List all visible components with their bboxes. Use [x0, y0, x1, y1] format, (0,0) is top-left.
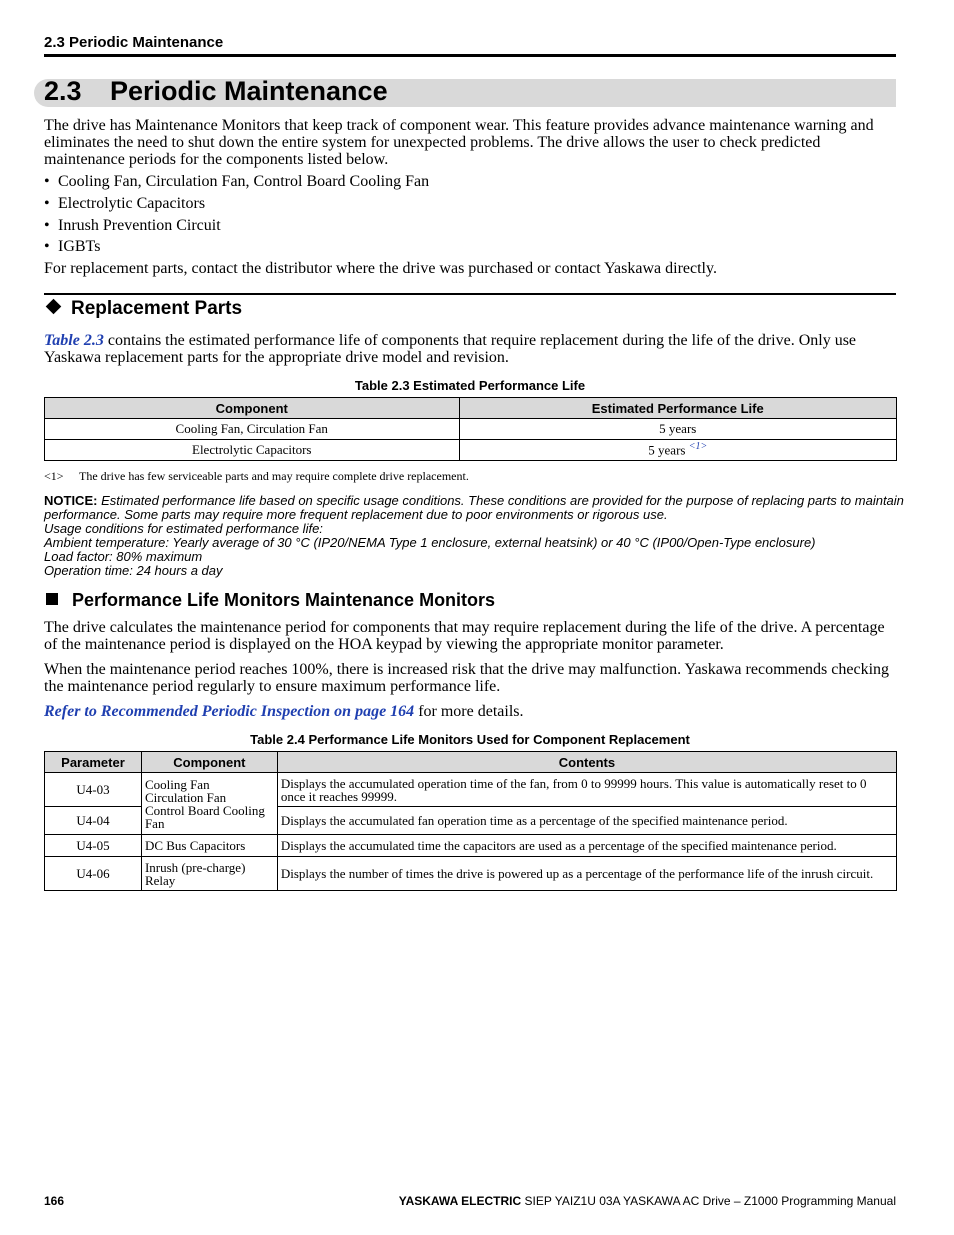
- table-row: [45, 419, 897, 440]
- notice-paragraph: [44, 494, 904, 522]
- notice-text: Estimated performance life based on specific usage conditions. These conditions are provided for the purpose of replacing parts to maintain performance. Some parts may require more frequent replacement due to poor environments or rigorous use.: [44, 493, 904, 522]
- page-number: 166: [44, 1194, 65, 1208]
- section-title: [44, 76, 388, 107]
- table-footnote: [44, 469, 469, 484]
- intro-paragraph: The drive has Maintenance Monitors that keep track of component wear. This feature provides advance maintenance warning and eliminates the need to shut down the entire system for unexpected problems. The drive allows the user to check predicted maintenance periods for the components listed below.: [44, 117, 874, 168]
- bullet-item: [44, 195, 205, 213]
- footer-brand: YASKAWA ELECTRIC: [398, 1194, 522, 1208]
- table-cell: Cooling Fan, Circulation Fan: [45, 419, 460, 440]
- monitors-paragraph-1: The drive calculates the maintenance period for components that may require replacement during the life of the drive. A percentage of the maintenance period is displayed on the HOA keypad by viewing the appropriate monitor parameter.: [44, 619, 885, 653]
- running-head: 2.3 Periodic Maintenance: [44, 34, 224, 51]
- footnote-reference-link[interactable]: <1>: [688, 441, 708, 453]
- replacement-parts-heading-text: Replacement Parts: [71, 298, 243, 319]
- replacement-parts-heading: [44, 298, 242, 320]
- bullet-text: IGBTs: [58, 238, 101, 255]
- notice-label: NOTICE:: [44, 493, 98, 508]
- periodic-inspection-link[interactable]: Refer to Recommended Periodic Inspection on page 164: [44, 703, 415, 720]
- bullet-dot: •: [44, 195, 50, 212]
- param-cell: U4-06: [45, 857, 142, 891]
- column-header: Parameter: [45, 752, 142, 773]
- replacement-note: For replacement parts, contact the distributor where the drive was purchased or contact Yaskawa directly.: [44, 260, 717, 277]
- param-cell: U4-03: [45, 773, 142, 807]
- bullet-item: [44, 238, 100, 256]
- footer-text: [399, 1194, 896, 1208]
- square-bullet-icon: [46, 593, 58, 605]
- reference-paragraph: [44, 703, 900, 720]
- footnote-tag: <1>: [44, 469, 64, 483]
- replacement-parts-paragraph: [44, 332, 900, 366]
- table-cell: [459, 440, 897, 461]
- column-header: Component: [141, 752, 277, 773]
- notice-line: Operation time: 24 hours a day: [44, 563, 223, 578]
- component-cell: [141, 773, 277, 835]
- column-header: Component: [45, 398, 460, 419]
- contents-cell: Displays the accumulated operation time of the fan, from 0 to 99999 hours. This value is automatically reset to 0 once it reaches 99999.: [277, 773, 896, 807]
- component-cell: Inrush (pre-charge) Relay: [141, 857, 277, 891]
- table-2-3-caption: Table 2.3 Estimated Performance Life: [354, 378, 586, 393]
- monitors-paragraph-2: When the maintenance period reaches 100%, there is increased risk that the drive may malfunction. Yaskawa recommends checking the maintenance period regularly to ensure maximum performance life.: [44, 661, 890, 695]
- bullet-item: [44, 217, 221, 235]
- notice-line: Usage conditions for estimated performance life:: [44, 521, 323, 536]
- footer-manual-title: SIEP YAIZ1U 03A YASKAWA AC Drive – Z1000 Programming Manual: [521, 1194, 896, 1208]
- table-2-3-link[interactable]: Table 2.3: [44, 332, 104, 349]
- bullet-dot: •: [44, 217, 50, 234]
- param-cell: U4-04: [45, 807, 142, 835]
- component-line: Cooling Fan: [144, 776, 210, 792]
- notice-line: Load factor: 80% maximum: [44, 549, 203, 564]
- monitors-heading: [44, 590, 495, 611]
- param-cell: U4-05: [45, 835, 142, 857]
- bullet-text: Cooling Fan, Circulation Fan, Control Board Cooling Fan: [58, 173, 430, 190]
- performance-life-table: [44, 397, 897, 461]
- monitors-heading-text: Performance Life Monitors Maintenance Monitors: [72, 590, 496, 610]
- contents-cell: Displays the number of times the drive is powered up as a percentage of the performance life of the inrush circuit.: [277, 857, 896, 891]
- reference-text: for more details.: [414, 703, 524, 720]
- monitors-table: [44, 751, 897, 891]
- table-2-4-caption: Table 2.4 Performance Life Monitors Used for Component Replacement: [250, 732, 690, 747]
- contents-cell: Displays the accumulated fan operation time as a percentage of the specified maintenance period.: [277, 807, 896, 835]
- bullet-item: [44, 173, 429, 191]
- contents-cell: Displays the accumulated time the capacitors are used as a percentage of the specified maintenance period.: [277, 835, 896, 857]
- diamond-icon: [46, 299, 62, 315]
- section-number: 2.3: [44, 76, 82, 106]
- table-row: [45, 773, 897, 807]
- bullet-text: Inrush Prevention Circuit: [58, 217, 221, 234]
- footnote-text: The drive has few serviceable parts and may require complete drive replacement.: [79, 469, 469, 483]
- column-header: Estimated Performance Life: [459, 398, 897, 419]
- table-row: [45, 857, 897, 891]
- header-rule: [44, 54, 896, 57]
- notice-block: [44, 494, 904, 578]
- column-header: Contents: [277, 752, 896, 773]
- table-row: [45, 440, 897, 461]
- bullet-dot: •: [44, 173, 50, 190]
- subsection-rule: [44, 293, 896, 295]
- table-header-row: [45, 752, 897, 773]
- component-line: Control Board Cooling: [144, 802, 265, 818]
- component-cell: DC Bus Capacitors: [141, 835, 277, 857]
- replacement-parts-text: contains the estimated performance life of components that require replacement during the life of the drive. Only use Yaskawa replacement parts for the appropriate drive model and revision.: [44, 332, 857, 366]
- table-row: [45, 835, 897, 857]
- notice-line: Ambient temperature: Yearly average of 30 °C (IP20/NEMA Type 1 enclosure, external heatsink) or 40 °C (IP00/Open-Type enclosure): [44, 535, 816, 550]
- bullet-dot: •: [44, 238, 50, 255]
- table-header-row: [45, 398, 897, 419]
- table-cell: Electrolytic Capacitors: [45, 440, 460, 461]
- life-value: 5 years: [648, 442, 686, 458]
- section-title-text: Periodic Maintenance: [110, 76, 388, 106]
- component-line: Circulation Fan: [144, 789, 227, 805]
- bullet-text: Electrolytic Capacitors: [58, 195, 206, 212]
- table-cell: 5 years: [459, 419, 897, 440]
- component-line: Fan: [144, 815, 165, 831]
